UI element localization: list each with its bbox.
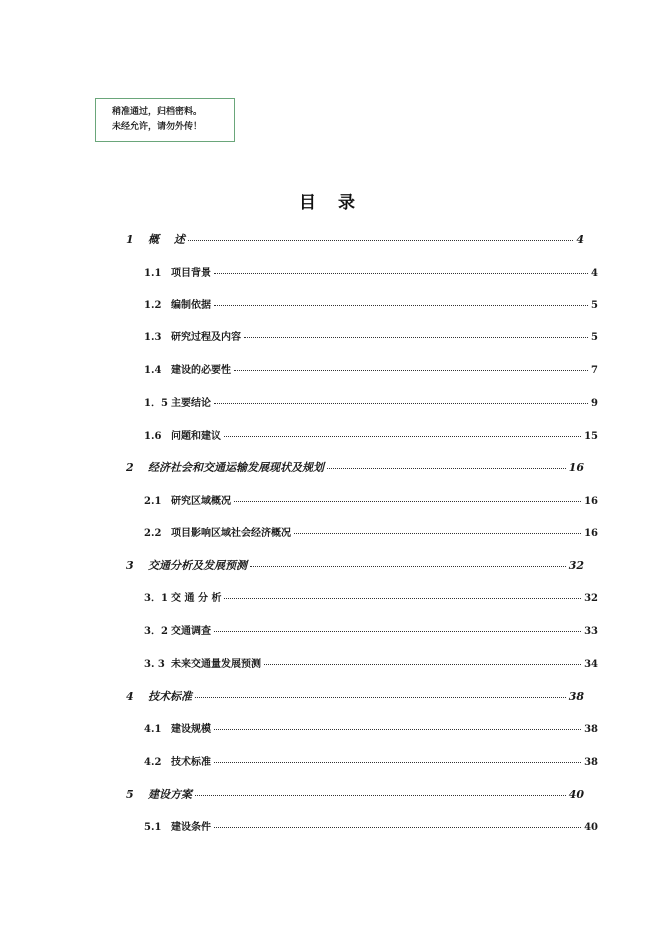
toc-entry-label: 项目影响区域社会经济概况: [171, 528, 291, 539]
toc-entry-page: 38: [584, 757, 598, 768]
toc-entry-number: 2.1: [144, 496, 162, 507]
toc-dot-leader: [214, 305, 588, 306]
toc-section-row[interactable]: [144, 427, 598, 442]
toc-entry-label: 研究区域概况: [171, 496, 231, 507]
toc-entry-label: 问题和建议: [171, 431, 221, 442]
toc-entry-page: 38: [568, 690, 584, 703]
toc-entry-page: 32: [568, 559, 584, 572]
toc-dot-leader: [214, 729, 581, 730]
toc-entry-page: 4: [591, 268, 598, 279]
toc-entry-number: 1.6: [144, 431, 162, 442]
toc-entry-page: 7: [591, 365, 598, 376]
toc-dot-leader: [188, 240, 574, 241]
toc-entry-page: 16: [584, 496, 598, 507]
toc-section-row[interactable]: [144, 753, 598, 768]
toc-dot-leader: [250, 566, 566, 567]
toc-entry-label: 经济社会和交通运输发展现状及规划: [148, 461, 324, 474]
toc-entry-label: 主要结论: [171, 398, 211, 409]
toc-entry-number: 1．5: [144, 398, 168, 409]
toc-entry-page: 33: [584, 626, 598, 637]
toc-entry-label: 交 通 分 析: [171, 593, 222, 604]
toc-entry-page: 38: [584, 724, 598, 735]
toc-dot-leader: [294, 533, 581, 534]
notice-line-2: 未经允许，请勿外传！: [112, 122, 203, 132]
toc-entry-number: 1.2: [144, 300, 162, 311]
toc-entry-label: 建设方案: [148, 788, 192, 801]
toc-entry-number: 3．1: [144, 593, 168, 604]
toc-dot-leader: [234, 501, 581, 502]
toc-entry-page: 32: [584, 593, 598, 604]
toc-dot-leader: [264, 664, 581, 665]
toc-entry-number: 1.1: [144, 268, 162, 279]
toc-entry-label: 技术标准: [171, 757, 211, 768]
toc-entry-number: 4: [126, 690, 134, 703]
toc-chapter-row[interactable]: [126, 231, 584, 247]
toc-entry-number: 5.1: [144, 822, 162, 833]
toc-section-row[interactable]: [144, 394, 598, 409]
toc-section-row[interactable]: [144, 296, 598, 311]
toc-entry-page: 5: [591, 332, 598, 343]
toc-entry-page: 34: [584, 659, 598, 670]
toc-dot-leader: [224, 436, 581, 437]
toc-dot-leader: [214, 403, 588, 404]
toc-section-row[interactable]: [144, 361, 598, 376]
toc-entry-number: 4.2: [144, 757, 162, 768]
notice-line-1: 稍准通过，归档密料。: [112, 107, 203, 117]
toc-section-row[interactable]: [144, 524, 598, 539]
toc-dot-leader: [195, 795, 566, 796]
toc-dot-leader: [214, 273, 588, 274]
toc-entry-number: 1.3: [144, 332, 162, 343]
toc-chapter-row[interactable]: [126, 786, 584, 802]
toc-entry-number: 1.4: [144, 365, 162, 376]
toc-entry-label: 项目背景: [171, 268, 211, 279]
toc-entry-page: 40: [584, 822, 598, 833]
toc-dot-leader: [214, 631, 581, 632]
toc-section-row[interactable]: [144, 720, 598, 735]
toc-section-row[interactable]: [144, 622, 598, 637]
toc-chapter-row[interactable]: [126, 459, 584, 475]
toc-entry-label: 建设规模: [171, 724, 211, 735]
toc-entry-label: 技术标准: [148, 690, 192, 703]
toc-section-row[interactable]: [144, 818, 598, 833]
toc-entry-label: 交通分析及发展预测: [148, 559, 247, 572]
toc-entry-number: 4.1: [144, 724, 162, 735]
toc-dot-leader: [214, 827, 581, 828]
toc-dot-leader: [195, 697, 566, 698]
toc-entry-page: 16: [584, 528, 598, 539]
toc-dot-leader: [234, 370, 588, 371]
toc-dot-leader: [244, 337, 588, 338]
toc-entry-label: 研究过程及内容: [171, 332, 241, 343]
toc-entry-label: 编制依据: [171, 300, 211, 311]
toc-dot-leader: [214, 762, 581, 763]
toc-entry-page: 40: [568, 788, 584, 801]
toc-entry-label: 概 述: [148, 233, 185, 246]
toc-section-row[interactable]: [144, 655, 598, 670]
toc-entry-number: 3. 3: [144, 659, 165, 670]
toc-entry-page: 5: [591, 300, 598, 311]
toc-section-row[interactable]: [144, 589, 598, 604]
toc-title: 目 录: [299, 193, 363, 213]
notice-box: [95, 98, 235, 142]
toc-entry-page: 16: [568, 461, 584, 474]
toc-section-row[interactable]: [144, 492, 598, 507]
toc-entry-page: 4: [576, 233, 584, 246]
toc-dot-leader: [224, 598, 581, 599]
toc-chapter-row[interactable]: [126, 557, 584, 573]
toc-entry-label: 建设的必要性: [171, 365, 231, 376]
toc-entry-number: 5: [126, 788, 134, 801]
toc-entry-label: 交通调查: [171, 626, 211, 637]
toc-section-row[interactable]: [144, 264, 598, 279]
toc-entry-number: 2: [126, 461, 134, 474]
toc-entry-page: 15: [584, 431, 598, 442]
toc-entry-number: 2.2: [144, 528, 162, 539]
toc-entry-page: 9: [591, 398, 598, 409]
toc-entry-label: 建设条件: [171, 822, 211, 833]
toc-chapter-row[interactable]: [126, 688, 584, 704]
toc-entry-number: 3．2: [144, 626, 168, 637]
toc-entry-number: 3: [126, 559, 134, 572]
toc-section-row[interactable]: [144, 328, 598, 343]
toc-entry-number: 1: [126, 233, 134, 246]
toc-dot-leader: [327, 468, 566, 469]
toc-entry-label: 未来交通量发展预测: [171, 659, 261, 670]
